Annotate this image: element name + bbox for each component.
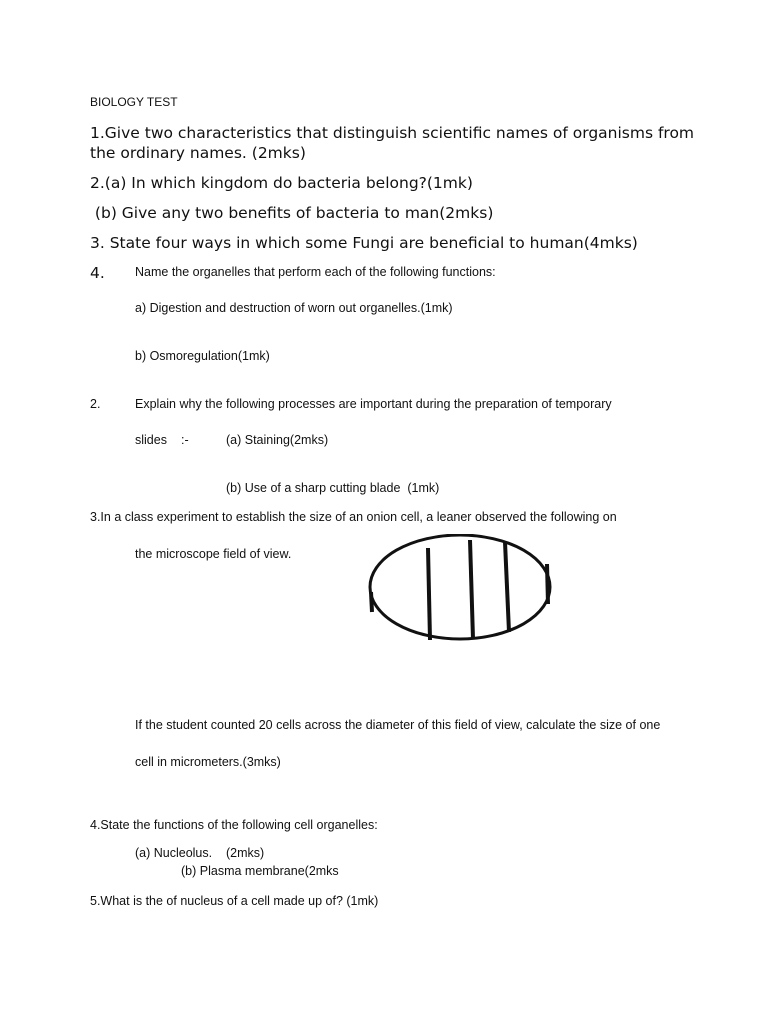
cell-wall-line-2 [470, 540, 473, 639]
question-2a: 2.(a) In which kingdom do bacteria belong?(1mk) [90, 174, 473, 192]
test-title: BIOLOGY TEST [90, 95, 178, 109]
section-2-separator: :- [181, 433, 189, 447]
question-4b: b) Osmoregulation(1mk) [135, 349, 270, 363]
question-1-line-2: the ordinary names. (2mks) [90, 144, 306, 162]
section-2b: (b) Use of a sharp cutting blade (1mk) [226, 481, 440, 495]
section-4-text: 4.State the functions of the following cell organelles: [90, 818, 378, 832]
section-4b: (b) Plasma membrane(2mks [181, 864, 339, 878]
onion-cell-field-of-view-diagram [362, 534, 558, 652]
question-4-number: 4. [90, 264, 105, 282]
section-4a: (a) Nucleolus. (2mks) [135, 846, 265, 860]
question-3: 3. State four ways in which some Fungi are beneficial to human(4mks) [90, 234, 638, 252]
cell-wall-line-right-edge [547, 564, 548, 604]
section-2-number: 2. [90, 397, 101, 411]
section-3-line-2: the microscope field of view. [135, 547, 292, 561]
section-3-line-4: cell in micrometers.(3mks) [135, 755, 281, 769]
question-4-text: Name the organelles that perform each of the following functions: [135, 265, 496, 279]
cell-wall-line-left-edge [371, 592, 372, 612]
section-3-line-1: 3.In a class experiment to establish the size of an onion cell, a leaner observed the following on [90, 510, 617, 524]
section-2-text: Explain why the following processes are important during the preparation of temporary [135, 397, 612, 411]
question-4a: a) Digestion and destruction of worn out organelles.(1mk) [135, 301, 453, 315]
section-2a: (a) Staining(2mks) [226, 433, 329, 447]
field-of-view-outline [370, 535, 550, 639]
question-1-line-1: 1.Give two characteristics that distinguish scientific names of organisms from [90, 124, 695, 142]
cell-wall-line-3 [505, 542, 509, 632]
section-5: 5.What is the of nucleus of a cell made up of? (1mk) [90, 894, 379, 908]
question-2b: (b) Give any two benefits of bacteria to man(2mks) [90, 204, 494, 222]
section-3-line-3: If the student counted 20 cells across the diameter of this field of view, calculate the size of one [135, 718, 661, 732]
section-2-slides: slides [135, 433, 167, 447]
cell-wall-line-1 [428, 548, 430, 640]
